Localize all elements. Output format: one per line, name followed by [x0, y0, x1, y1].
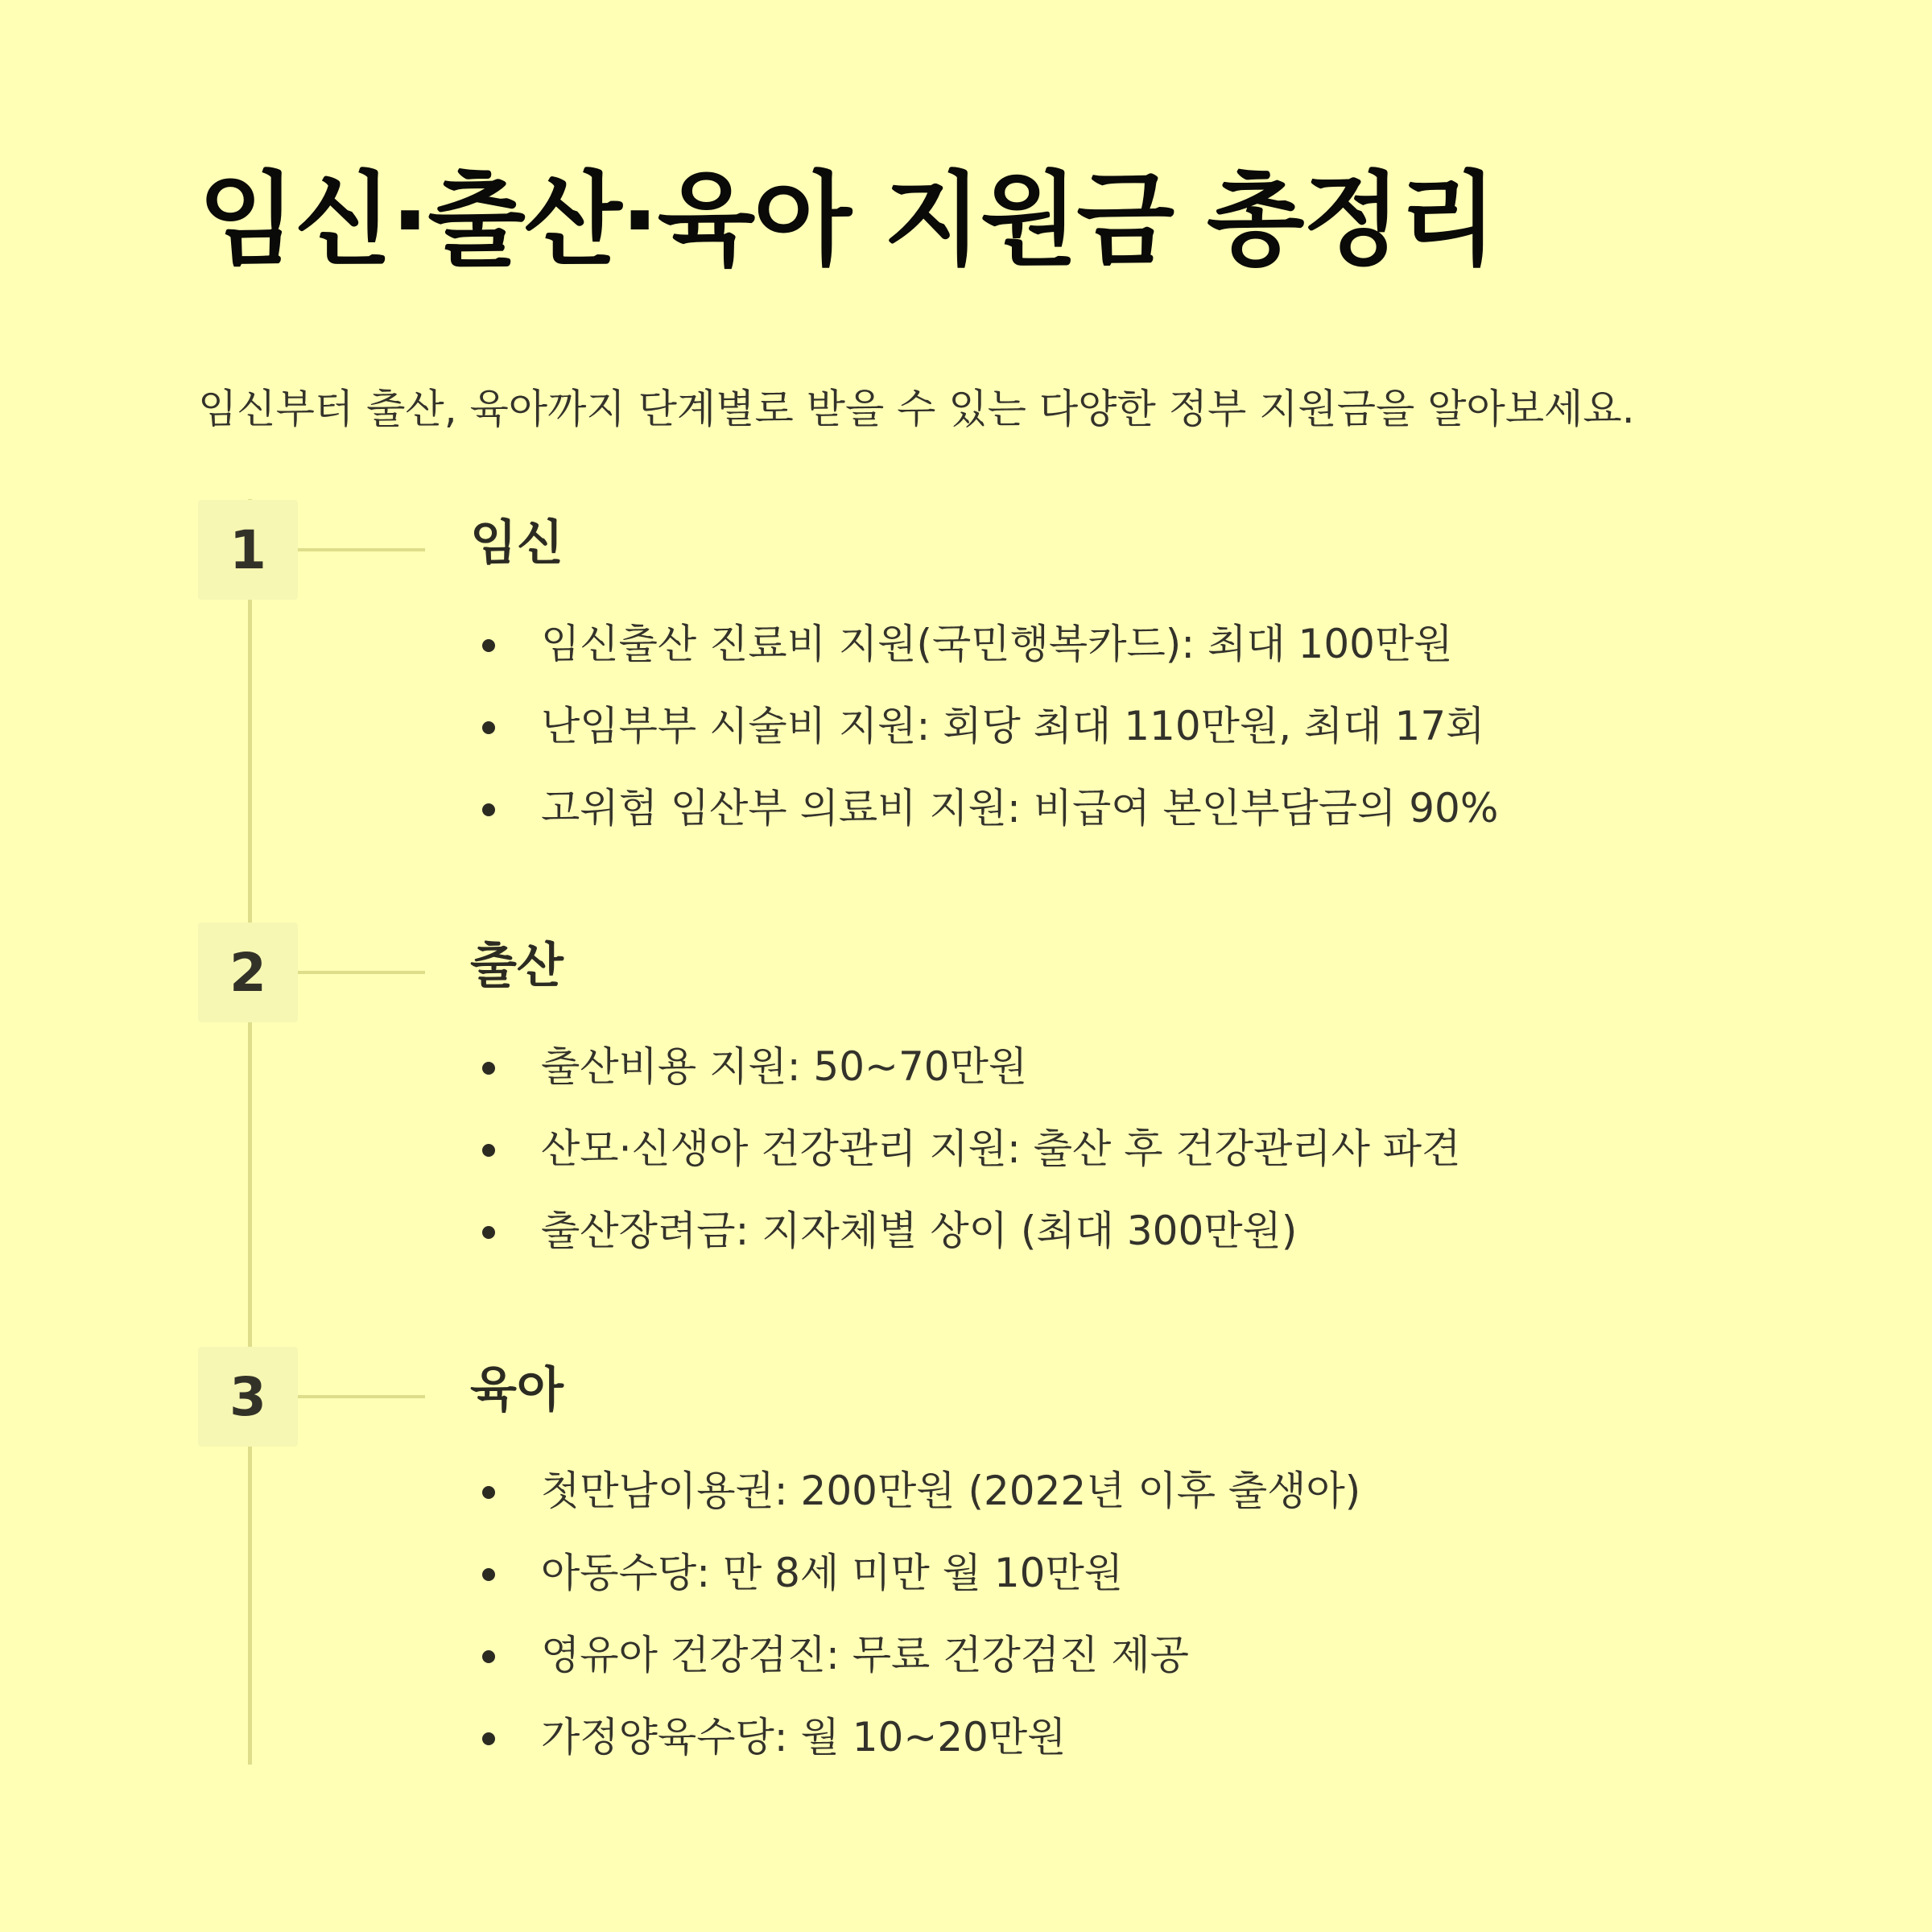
step-number-badge: 3	[198, 1347, 298, 1447]
list-item-text: 아동수당: 만 8세 미만 월 10만원	[541, 1550, 1124, 1596]
bullet-icon	[482, 803, 495, 816]
list-item	[470, 1026, 1460, 1108]
step-heading: 육아	[470, 1362, 564, 1418]
step-number-badge: 2	[198, 923, 298, 1022]
list-item	[470, 603, 1498, 685]
bullet-icon	[482, 639, 495, 652]
bullet-icon	[482, 1568, 495, 1581]
list-item	[470, 1696, 1360, 1778]
list-item	[470, 1190, 1460, 1272]
support-list	[470, 603, 1498, 849]
step-heading: 임신	[470, 515, 564, 572]
step-connector	[298, 548, 425, 551]
bullet-icon	[482, 1486, 495, 1499]
list-item-text: 출산장려금: 지자체별 상이 (최대 300만원)	[541, 1208, 1298, 1254]
list-item-text: 가정양육수당: 월 10~20만원	[541, 1714, 1067, 1761]
list-item	[470, 1532, 1360, 1614]
list-item-text: 산모·신생아 건강관리 지원: 출산 후 건강관리사 파견	[541, 1125, 1461, 1172]
list-item	[470, 1614, 1360, 1696]
list-item-text: 출산비용 지원: 50~70만원	[541, 1043, 1028, 1090]
list-item	[470, 685, 1498, 767]
step-heading: 출산	[470, 938, 564, 994]
list-item	[470, 1450, 1360, 1532]
support-list	[470, 1450, 1360, 1778]
page-subtitle: 임신부터 출산, 육아까지 단계별로 받을 수 있는 다양한 정부 지원금을 알아보세요.	[198, 386, 1635, 432]
step-number-badge: 1	[198, 500, 298, 600]
list-item-text: 난임부부 시술비 지원: 회당 최대 110만원, 최대 17회	[541, 703, 1485, 749]
list-item	[470, 767, 1498, 849]
list-item-text: 영유아 건강검진: 무료 건강검진 제공	[541, 1632, 1189, 1678]
bullet-icon	[482, 1226, 495, 1239]
list-item-text: 고위험 임산부 의료비 지원: 비급여 본인부담금의 90%	[541, 785, 1499, 832]
bullet-icon	[482, 1732, 495, 1745]
bullet-icon	[482, 1650, 495, 1663]
timeline-line	[248, 499, 252, 1765]
step-connector	[298, 1395, 425, 1398]
page-title: 임신·출산·육아 지원금 총정리	[198, 161, 1496, 279]
step-connector	[298, 971, 425, 974]
bullet-icon	[482, 1144, 495, 1157]
bullet-icon	[482, 721, 495, 734]
support-list	[470, 1026, 1460, 1272]
list-item-text: 첫만남이용권: 200만원 (2022년 이후 출생아)	[541, 1468, 1361, 1514]
list-item-text: 임신출산 진료비 지원(국민행복카드): 최대 100만원	[541, 621, 1453, 667]
list-item	[470, 1108, 1460, 1190]
bullet-icon	[482, 1062, 495, 1075]
